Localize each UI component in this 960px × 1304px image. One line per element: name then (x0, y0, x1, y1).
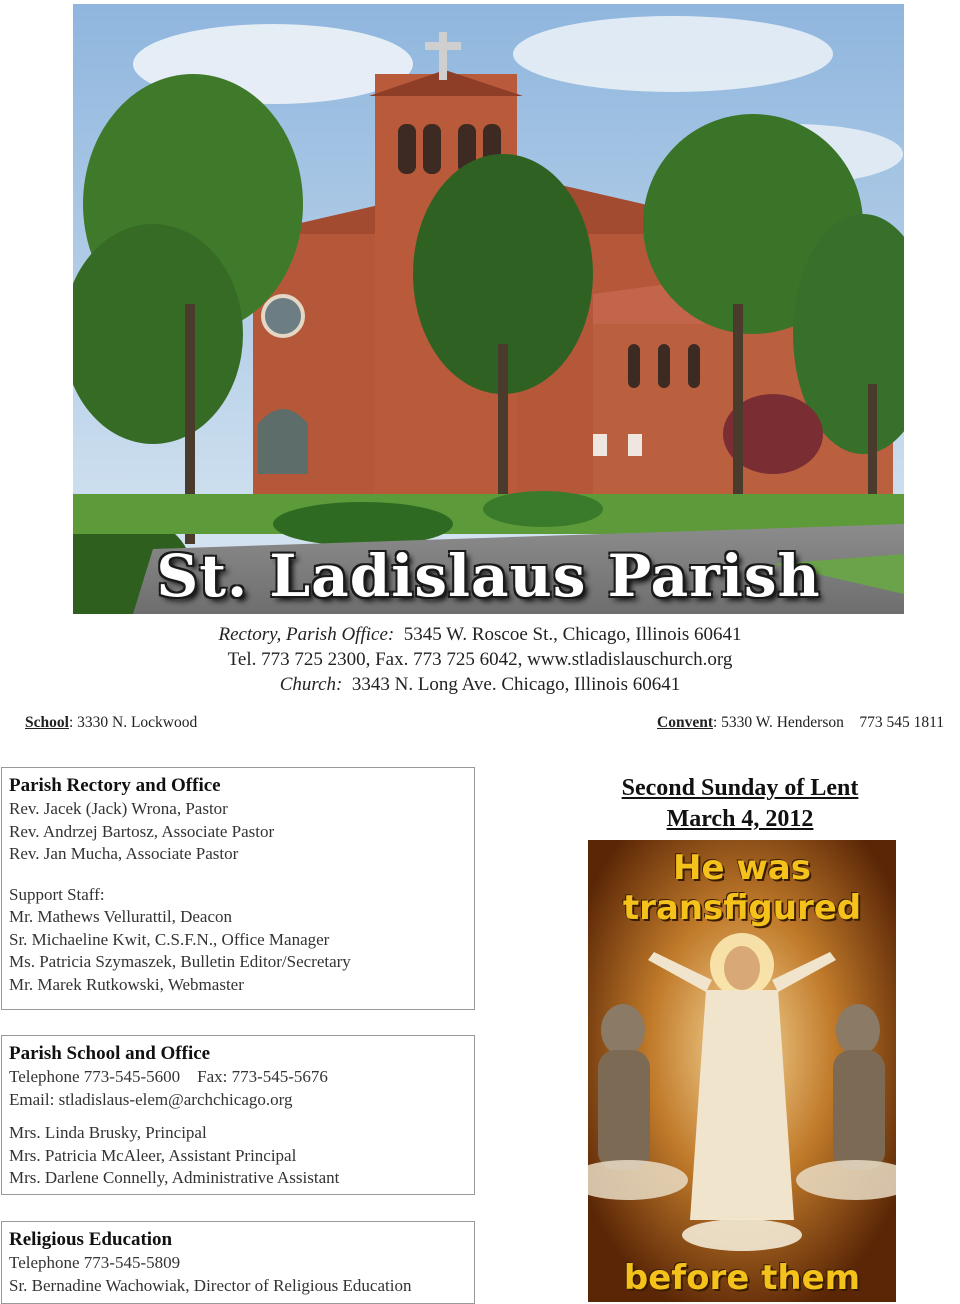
staff-item: Mr. Marek Rutkowski, Webmaster (9, 974, 244, 994)
church-address-label: Church: (279, 674, 343, 695)
school-email: Email: stladislaus-elem@archchicago.org (9, 1089, 293, 1109)
church-address-line (0, 674, 960, 696)
poster-line-3: before them (623, 1258, 861, 1298)
rectory-box (1, 767, 475, 1010)
staff-item: Mr. Mathews Vellurattil, Deacon (9, 907, 233, 926)
liturgical-day: Second Sunday of Lent (621, 775, 859, 801)
rectory-address-label: Rectory, Parish Office: (218, 624, 395, 645)
rectory-title: Parish Rectory and Office (9, 775, 221, 796)
school-staff-item: Mrs. Linda Brusky, Principal (9, 1123, 207, 1142)
clergy-item: Rev. Andrzej Bartosz, Associate Pastor (9, 821, 275, 841)
school-address-value: : 3330 N. Lockwood (68, 714, 198, 731)
religious-education-box (1, 1221, 475, 1304)
school-box (1, 1035, 475, 1195)
school-title: Parish School and Office (9, 1043, 211, 1064)
school-staff-item: Mrs. Patricia McAleer, Assistant Principal (9, 1145, 297, 1165)
support-staff-heading: Support Staff: (9, 884, 105, 904)
staff-item: Sr. Michaeline Kwit, C.S.F.N., Office Manager (9, 929, 330, 949)
poster-line-1: He was (673, 848, 811, 888)
rectory-address-value: 5345 W. Roscoe St., Chicago, Illinois 60641 (403, 624, 742, 645)
church-illustration (73, 4, 904, 614)
convent-address (657, 714, 944, 732)
convent-address-value: : 5330 W. Henderson 773 545 1811 (712, 714, 945, 731)
school-address (25, 714, 197, 732)
bulletin-date: March 4, 2012 (666, 806, 814, 832)
school-phone: Telephone 773-545-5600 Fax: 773-545-5676 (9, 1067, 328, 1086)
staff-item: Ms. Patricia Szymaszek, Bulletin Editor/Secretary (9, 952, 351, 971)
transfiguration-poster (588, 840, 896, 1302)
convent-label: Convent (657, 714, 713, 731)
school-label: School (25, 714, 69, 731)
contact-line: Tel. 773 725 2300, Fax. 773 725 6042, www.stladislauschurch.org (227, 649, 733, 670)
rectory-address-line (0, 624, 960, 646)
church-address-value: 3343 N. Long Ave. Chicago, Illinois 60641 (351, 674, 681, 695)
religious-education-title: Religious Education (9, 1229, 173, 1250)
poster-line-2: transfigured (622, 888, 862, 928)
school-staff-item: Mrs. Darlene Connelly, Administrative Assistant (9, 1168, 340, 1187)
parish-name: St. Ladislaus Parish (156, 542, 821, 610)
religious-education-director: Sr. Bernadine Wachowiak, Director of Religious Education (9, 1275, 412, 1295)
church-photo (73, 4, 904, 614)
clergy-item: Rev. Jan Mucha, Associate Pastor (9, 844, 239, 863)
religious-education-phone: Telephone 773-545-5809 (9, 1253, 181, 1272)
clergy-item: Rev. Jacek (Jack) Wrona, Pastor (9, 799, 228, 818)
